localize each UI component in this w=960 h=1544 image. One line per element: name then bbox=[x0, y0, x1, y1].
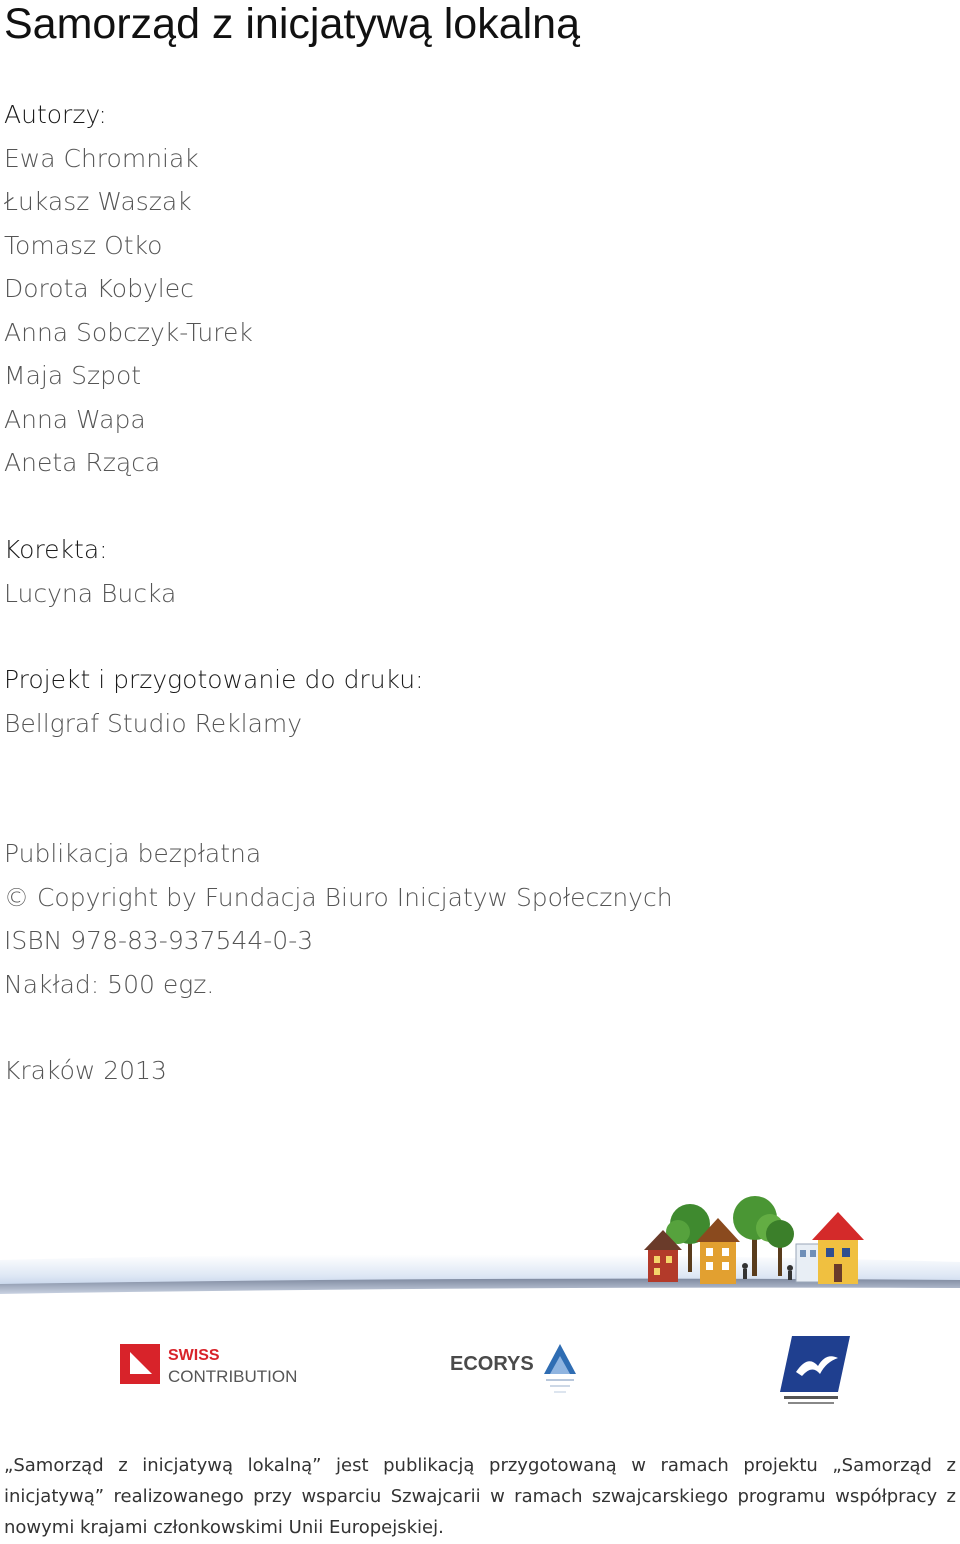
design-section bbox=[4, 658, 424, 745]
author-name: Anna Wapa bbox=[4, 404, 146, 434]
foundation-emblem-logo bbox=[778, 1332, 852, 1410]
swiss-logo-text: SWISS bbox=[168, 1347, 220, 1364]
publication-section bbox=[4, 832, 673, 1006]
author-name: Aneta Rząca bbox=[4, 448, 161, 477]
proofreading-section bbox=[4, 528, 176, 615]
contribution-logo-text: CONTRIBUTION bbox=[168, 1367, 298, 1386]
proofreader-name: Lucyna Bucka bbox=[4, 578, 177, 608]
design-heading: Projekt i przygotowanie do druku: bbox=[4, 665, 424, 694]
place-year: Kraków 2013 bbox=[4, 1056, 167, 1085]
ecorys-logo bbox=[448, 1336, 584, 1402]
house-icon bbox=[812, 1212, 864, 1284]
author-name: Dorota Kobylec bbox=[4, 274, 194, 303]
free-publication-note: Publikacja bezpłatna bbox=[4, 839, 262, 868]
proofreading-heading: Korekta: bbox=[4, 535, 108, 564]
ecorys-logo-text: ECORYS bbox=[450, 1353, 534, 1375]
house-icon bbox=[796, 1244, 820, 1282]
town-banner-illustration bbox=[0, 1188, 960, 1306]
design-studio-name: Bellgraf Studio Reklamy bbox=[4, 708, 303, 738]
author-name: Tomasz Otko bbox=[4, 230, 163, 260]
author-name: Łukasz Waszak bbox=[4, 187, 192, 216]
page-title: Samorząd z inicjatywą lokalną bbox=[4, 0, 580, 48]
isbn-line: ISBN 978-83-937544-0-3 bbox=[4, 926, 314, 955]
copyright-line: © Copyright by Fundacja Biuro Inicjatyw Społecznych bbox=[4, 882, 673, 912]
place-year-section bbox=[4, 1049, 167, 1093]
author-name: Maja Szpot bbox=[4, 361, 142, 390]
author-name: Anna Sobczyk-Turek bbox=[4, 317, 253, 347]
partner-logos bbox=[0, 1320, 960, 1410]
swiss-contribution-logo bbox=[116, 1340, 316, 1388]
authors-section bbox=[4, 93, 253, 485]
project-funding-note: „Samorząd z inicjatywą lokalną” jest publikacją przygotowaną w ramach projektu „Samorząd z inicjatywą” realizowanego przy wsparciu Szwajcarii w ramach szwajcarskiego programu współpracy z nowymi krajami członkowskimi Unii Europejskiej. bbox=[4, 1455, 956, 1538]
authors-heading: Autorzy: bbox=[4, 100, 107, 129]
author-name: Ewa Chromniak bbox=[4, 143, 199, 173]
print-run-line: Nakład: 500 egz. bbox=[4, 969, 215, 999]
